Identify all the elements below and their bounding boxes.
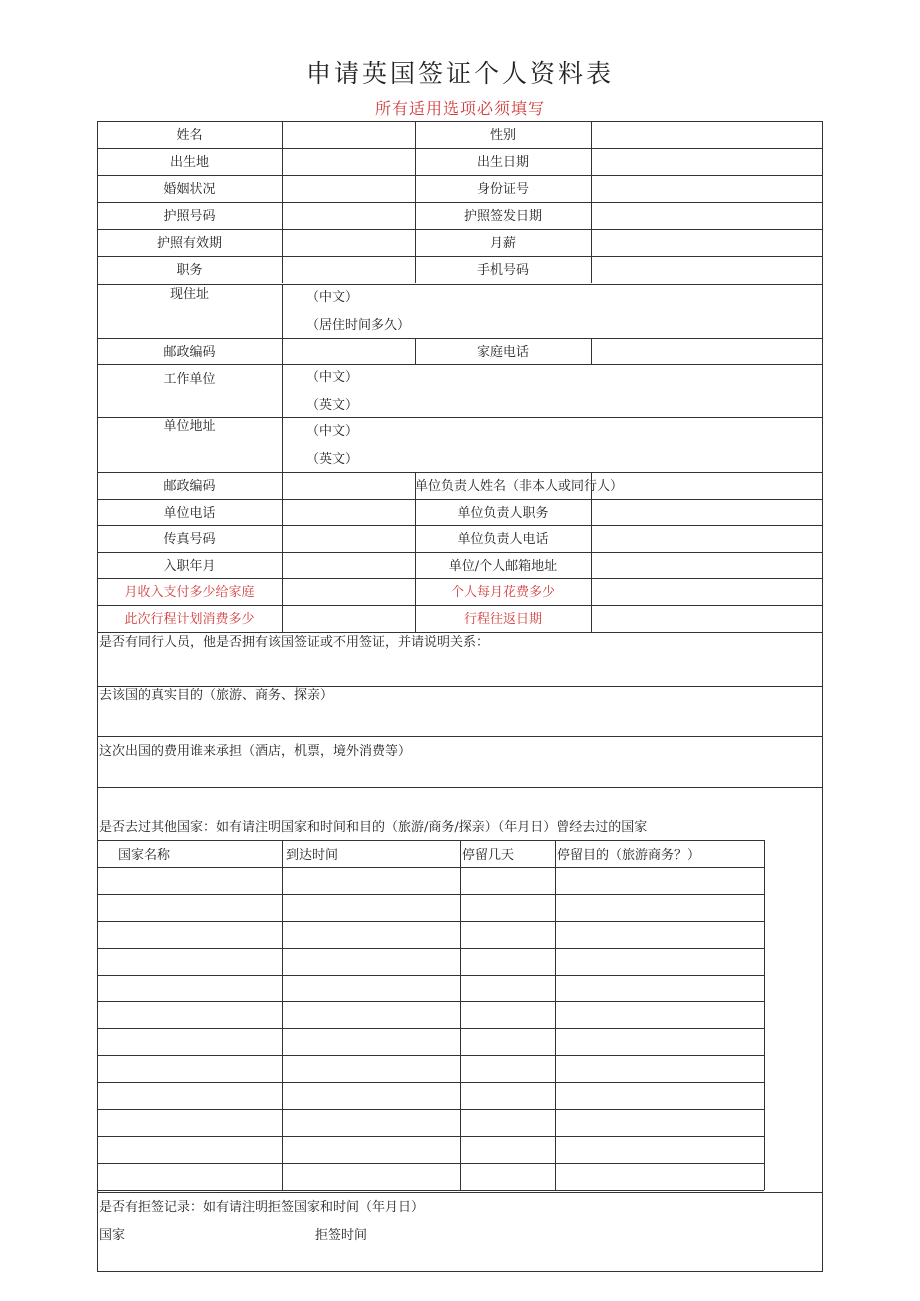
divider (282, 284, 283, 338)
page-subtitle: 所有适用选项必须填写 (374, 99, 545, 118)
field-input[interactable] (592, 121, 823, 148)
table-cell[interactable] (461, 921, 555, 948)
table-cell[interactable] (556, 1055, 764, 1082)
field-input[interactable] (592, 525, 823, 552)
table-cell[interactable] (556, 867, 764, 894)
divider (97, 736, 823, 737)
field-label: 月收入支付多少给家庭 (124, 585, 255, 600)
field-input[interactable] (592, 472, 823, 499)
employer-address-label: 单位地址 (163, 419, 216, 434)
divider (282, 364, 283, 417)
field-label: 出生日期 (476, 155, 529, 170)
table-cell[interactable] (283, 867, 460, 894)
table-cell[interactable] (98, 867, 282, 894)
field-label: 单位负责人电话 (457, 532, 549, 547)
companions-question: 是否有同行人员，他是否拥有该国签证或不用签证，并请说明关系： (99, 635, 490, 650)
divider (97, 364, 823, 365)
field-label: 姓名 (176, 128, 203, 143)
employer-address-chinese-hint[interactable]: （中文） (306, 424, 359, 439)
field-input[interactable] (283, 256, 415, 283)
field-input[interactable] (283, 472, 415, 499)
table-cell[interactable] (556, 894, 764, 921)
table-cell[interactable] (461, 894, 555, 921)
field-label: 出生地 (169, 155, 209, 170)
other-countries-question: 是否去过其他国家：如有请注明国家和时间和目的（旅游/商务/探亲）（年月日）曾经去过的国家 (99, 820, 648, 835)
employer-chinese-hint[interactable]: （中文） (306, 370, 359, 385)
table-cell[interactable] (556, 1001, 764, 1028)
table-cell[interactable] (461, 1136, 555, 1163)
table-cell[interactable] (461, 867, 555, 894)
divider (97, 284, 823, 285)
table-header-arrival: 到达时间 (286, 848, 339, 863)
postcode-label: 邮政编码 (163, 345, 216, 360)
table-cell[interactable] (98, 1136, 282, 1163)
table-cell[interactable] (461, 1109, 555, 1136)
divider (97, 1192, 823, 1193)
table-cell[interactable] (461, 975, 555, 1002)
field-input[interactable] (592, 578, 823, 605)
field-label: 入职年月 (163, 558, 216, 574)
divider (97, 787, 823, 788)
table-cell[interactable] (461, 1082, 555, 1109)
divider (97, 632, 823, 633)
field-input[interactable] (592, 605, 823, 632)
field-input[interactable] (592, 229, 823, 256)
field-label: 婚姻状况 (163, 182, 216, 197)
divider (97, 338, 823, 339)
employer-address-english-hint[interactable]: （英文） (306, 452, 359, 467)
table-cell[interactable] (98, 894, 282, 921)
field-input[interactable] (592, 148, 823, 175)
table-header-days: 停留几天 (462, 848, 515, 863)
table-cell[interactable] (556, 1028, 764, 1055)
address-duration-hint[interactable]: （居住时间多久） (306, 318, 411, 333)
table-cell[interactable] (283, 948, 460, 975)
field-label: 单位/个人邮箱地址 (448, 558, 558, 574)
employer-english-hint[interactable]: （英文） (306, 398, 359, 413)
table-cell[interactable] (98, 1028, 282, 1055)
table-cell[interactable] (556, 921, 764, 948)
table-cell[interactable] (461, 1001, 555, 1028)
table-cell[interactable] (556, 1082, 764, 1109)
divider (282, 417, 283, 472)
divider (764, 840, 765, 1190)
table-header-purpose: 停留目的（旅游商务？） (557, 848, 701, 863)
table-cell[interactable] (283, 975, 460, 1002)
divider (97, 1190, 764, 1191)
table-cell[interactable] (98, 948, 282, 975)
table-cell[interactable] (98, 1055, 282, 1082)
table-header-country: 国家名称 (118, 848, 171, 863)
table-cell[interactable] (98, 1001, 282, 1028)
field-label: 行程往返日期 (463, 612, 542, 627)
field-label: 性别 (489, 128, 516, 143)
employer-label: 工作单位 (163, 372, 216, 387)
field-input[interactable] (283, 605, 415, 632)
field-input[interactable] (283, 202, 415, 229)
expenses-question: 这次出国的费用谁来承担（酒店，机票，境外消费等） (99, 744, 412, 759)
field-input[interactable] (283, 578, 415, 605)
table-cell[interactable] (556, 948, 764, 975)
field-label: 手机号码 (476, 263, 529, 278)
page-title: 申请英国签证个人资料表 (305, 59, 614, 88)
table-cell[interactable] (461, 1163, 555, 1190)
field-label: 此次行程计划消费多少 (124, 612, 255, 627)
field-label: 身份证号 (476, 182, 529, 197)
divider (97, 840, 764, 841)
field-input[interactable] (283, 121, 415, 148)
field-input[interactable] (592, 499, 823, 526)
table-cell[interactable] (556, 975, 764, 1002)
table-cell[interactable] (98, 1109, 282, 1136)
field-label: 传真号码 (163, 532, 216, 547)
field-input[interactable] (592, 175, 823, 202)
field-label: 单位负责人职务 (457, 505, 549, 521)
table-cell[interactable] (283, 1163, 460, 1190)
table-cell[interactable] (283, 1028, 460, 1055)
table-cell[interactable] (98, 975, 282, 1002)
table-cell[interactable] (283, 894, 460, 921)
table-cell[interactable] (283, 1082, 460, 1109)
refusal-country-label: 国家 (99, 1228, 126, 1243)
address-label: 现住址 (169, 287, 209, 302)
table-cell[interactable] (98, 921, 282, 948)
field-label: 护照号码 (163, 209, 216, 224)
field-label: 个人每月花费多少 (450, 585, 555, 600)
table-cell[interactable] (283, 1055, 460, 1082)
table-cell[interactable] (461, 948, 555, 975)
refusal-date-label: 拒签时间 (315, 1228, 368, 1243)
table-cell[interactable] (98, 1163, 282, 1190)
table-cell[interactable] (556, 1163, 764, 1190)
field-input[interactable] (283, 175, 415, 202)
table-cell[interactable] (461, 1055, 555, 1082)
purpose-question: 去该国的真实目的（旅游、商务、探亲） (99, 688, 334, 703)
table-cell[interactable] (283, 1001, 460, 1028)
table-cell[interactable] (283, 1136, 460, 1163)
divider (591, 338, 592, 364)
address-chinese-hint[interactable]: （中文） (306, 290, 359, 305)
refusal-question: 是否有拒签记录：如有请注明拒签国家和时间（年月日） (99, 1200, 425, 1215)
divider (97, 686, 823, 687)
field-label: 护照签发日期 (463, 209, 542, 224)
field-label: 单位电话 (163, 505, 216, 521)
field-label: 月薪 (489, 236, 516, 251)
field-input[interactable] (283, 525, 415, 552)
field-input[interactable] (283, 552, 415, 579)
field-input[interactable] (592, 552, 823, 579)
divider (282, 338, 283, 364)
field-input[interactable] (592, 202, 823, 229)
field-input[interactable] (283, 499, 415, 526)
table-cell[interactable] (556, 1136, 764, 1163)
table-cell[interactable] (283, 1109, 460, 1136)
field-label: 邮政编码 (163, 479, 216, 494)
field-input[interactable] (283, 229, 415, 256)
table-cell[interactable] (556, 1109, 764, 1136)
home-phone-label: 家庭电话 (476, 345, 529, 360)
table-cell[interactable] (98, 1082, 282, 1109)
table-cell[interactable] (461, 1028, 555, 1055)
divider (97, 417, 823, 418)
field-input[interactable] (283, 148, 415, 175)
table-cell[interactable] (283, 921, 460, 948)
field-input[interactable] (592, 256, 823, 283)
field-label: 护照有效期 (156, 236, 222, 251)
field-label: 单位负责人姓名（非本人或同行人） (415, 479, 624, 494)
field-label: 职务 (176, 263, 203, 278)
